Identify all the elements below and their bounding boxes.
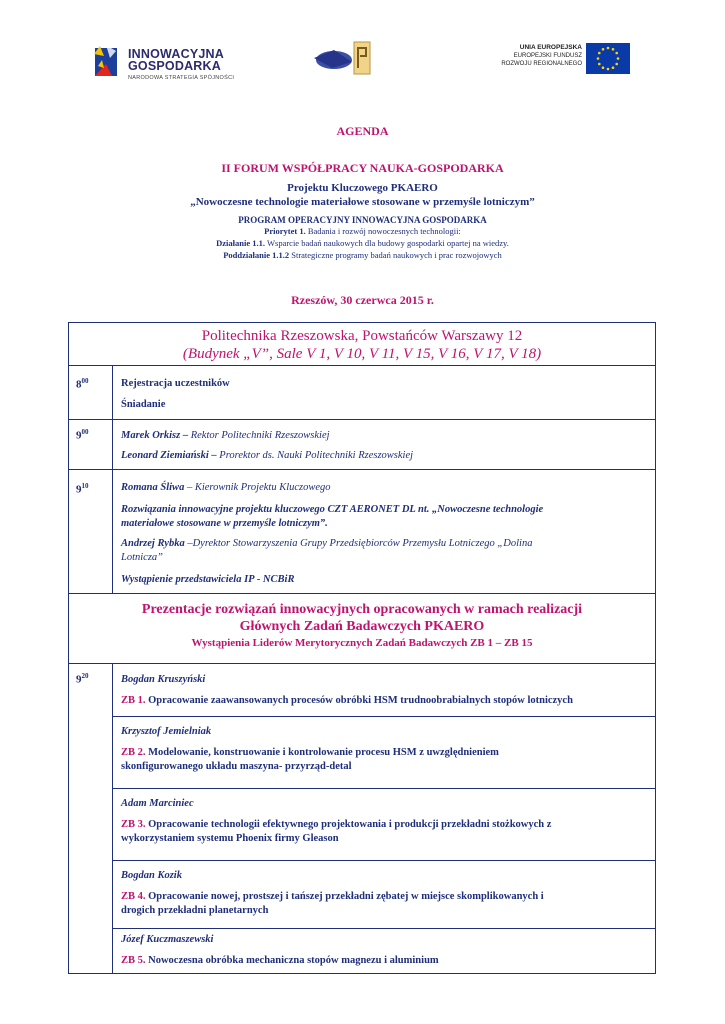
speaker-name: Adam Marciniec — [121, 798, 194, 809]
speaker-line: Marek Orkisz – Rektor Politechniki Rzeszowskiej — [121, 430, 330, 441]
action-line — [0, 238, 725, 248]
talk-title: Rozwiązania innowacyjne projektu kluczowego CZT AERONET DL nt. „Nowoczesne technologie — [121, 504, 544, 515]
speaker-line: Andrzej Rybka –Dyrektor Stowarzyszenia Grupy Przedsiębiorców Przemysłu Lotniczego „Dolina — [121, 538, 533, 549]
page-header — [0, 30, 725, 90]
time-cell — [69, 664, 113, 974]
agenda-heading: AGENDA — [336, 124, 389, 138]
divider — [113, 788, 655, 789]
eu-flag-icon — [586, 43, 630, 74]
eu-text — [468, 44, 582, 68]
agenda-item: Rejestracja uczestników — [121, 378, 230, 389]
table-row — [69, 469, 655, 594]
time-label: $9^{10}$ — [76, 482, 89, 496]
talk-title: ZB 1. Opracowanie zaawansowanych procesów obróbki HSM trudnoobrabialnych stopów lotniczych — [121, 695, 573, 706]
speaker-name: Bogdan Kozik — [121, 870, 182, 881]
time-cell — [69, 420, 113, 470]
table-row — [69, 365, 655, 420]
divider — [113, 716, 655, 717]
speaker-role: Lotnicza” — [121, 552, 164, 563]
talk-title: skonfigurowanego układu maszyna- przyrząd-detal — [121, 761, 352, 772]
venue-line-2: (Budynek „V”, Sale V 1, V 10, V 11, V 15, V 16, V 17, V 18) — [182, 346, 542, 362]
priority-label: Priorytet 1. — [264, 226, 306, 236]
speaker-line: Romana Śliwa – Kierownik Projektu Kluczowego — [121, 482, 331, 493]
priority-text: Badania i rozwój nowoczesnych technologii: — [305, 226, 461, 236]
speaker-name: Bogdan Kruszyński — [121, 674, 206, 685]
table-row — [69, 663, 655, 974]
ig-title-line-2: GOSPODARKA — [128, 59, 221, 73]
speaker-name: Józef Kuczmaszewski — [121, 934, 214, 945]
forum-title: II FORUM WSPÓŁPRACY NAUKA-GOSPODARKA — [221, 161, 504, 175]
talk-title: materiałowe stosowane w przemyśle lotniczym”. — [121, 518, 328, 529]
time-cell — [69, 470, 113, 594]
innowacyjna-gospodarka-logo — [92, 38, 242, 86]
talk-title: ZB 5. Nowoczesna obróbka mechaniczna stopów magnezu i aluminium — [121, 955, 439, 966]
ig-title-line-1: INNOWACYJNA — [128, 47, 224, 61]
talk-title: ZB 2. Modelowanie, konstruowanie i kontrolowanie procesu HSM z uwzględnieniem — [121, 747, 499, 758]
section-title-2: Głównych Zadań Badawczych PKAERO — [239, 619, 485, 634]
divider — [113, 860, 655, 861]
speaker-name: Krzysztof Jemielniak — [121, 726, 212, 737]
venue-line-1: Politechnika Rzeszowska, Powstańców Warszawy 12 — [201, 328, 523, 344]
section-title-1: Prezentacje rozwiązań innowacyjnych opracowanych w ramach realizacji — [141, 602, 583, 617]
eu-line-2: EUROPEJSKI FUNDUSZ — [513, 53, 582, 59]
eu-line-3: ROZWOJU REGIONALNEGO — [501, 61, 582, 67]
subaction-text: Strategiczne programy badań naukowych i prac rozwojowych — [289, 250, 502, 260]
section-header — [69, 593, 655, 664]
priority-line — [0, 226, 725, 236]
time-label: $9^{00}$ — [76, 428, 89, 442]
table-row — [69, 419, 655, 470]
pkaero-logo-icon — [312, 38, 376, 80]
program-title: PROGRAM OPERACYJNY INNOWACYJNA GOSPODARKA — [238, 215, 487, 225]
ig-logo-icon — [92, 42, 122, 78]
talk-title: ZB 4. Opracowanie nowej, prostszej i tańszej przekładni zębatej w miejsce skomplikowanych i — [121, 891, 544, 902]
eu-line-1: UNIA EUROPEJSKA — [519, 44, 582, 51]
subaction-line — [0, 250, 725, 260]
talk-title: wykorzystaniem systemu Phoenix firmy Gleason — [121, 833, 339, 844]
divider — [113, 928, 655, 929]
time-label: $8^{00}$ — [76, 377, 89, 391]
event-date: Rzeszów, 30 czerwca 2015 r. — [291, 293, 434, 307]
section-subtitle: Wystąpienia Liderów Merytorycznych Zadań Badawczych ZB 1 – ZB 15 — [191, 637, 533, 649]
ig-title — [128, 48, 224, 72]
time-label: $9^{20}$ — [76, 672, 89, 686]
project-line-2: „Nowoczesne technologie materiałowe stosowane w przemyśle lotniczym” — [190, 196, 535, 208]
agenda-item: Wystąpienie przedstawiciela IP - NCBiR — [121, 574, 295, 585]
agenda-table — [68, 322, 656, 974]
ig-subtitle: NARODOWA STRATEGIA SPÓJNOŚCI — [128, 75, 235, 81]
time-cell — [69, 366, 113, 420]
subaction-label: Poddziałanie 1.1.2 — [223, 250, 290, 260]
action-text: Wsparcie badań naukowych dla budowy gospodarki opartej na wiedzy. — [265, 238, 509, 248]
talk-title: ZB 3. Opracowanie technologii efektywnego projektowania i produkcji przekładni stożkowych z — [121, 819, 552, 830]
project-line-1: Projektu Kluczowego PKAERO — [287, 182, 438, 194]
agenda-item: Śniadanie — [121, 399, 166, 410]
speaker-line: Leonard Ziemiański – Prorektor ds. Nauki Politechniki Rzeszowskiej — [121, 450, 414, 461]
talk-title: drogich przekładni planetarnych — [121, 905, 269, 916]
action-label: Działanie 1.1. — [216, 238, 266, 248]
